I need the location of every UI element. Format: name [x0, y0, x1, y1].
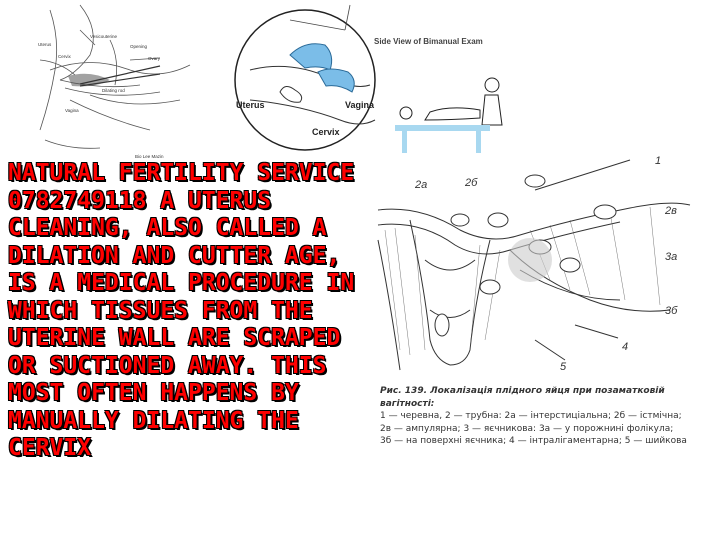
caption-lead: Рис. 139. Локалізація плідного яйця при позаматковій вагітності:: [380, 386, 665, 409]
bimanual-exam-panel: [230, 0, 520, 160]
anatomy-sketch: [20, 0, 210, 160]
site-5: [435, 314, 449, 336]
site-3b: [560, 258, 580, 272]
ectopic-diagram: [370, 150, 715, 390]
anatomy-label-2: Cervix: [58, 54, 71, 59]
ectopic-label-2: 2б: [465, 177, 478, 189]
site-1: [525, 175, 545, 187]
site-2v: [594, 205, 616, 219]
anatomy-label-6: Dilating rod: [102, 88, 125, 93]
site-2b: [488, 213, 508, 227]
anatomy-sketch-panel: [20, 0, 210, 160]
ectopic-label-5: 3б: [665, 305, 678, 317]
ectopic-label-0: 1: [655, 155, 662, 167]
caption-line-2: 2в — ампулярна; 3 — яєчникова: 3а — у порожнині фолікула;: [380, 423, 674, 434]
ectopic-label-6: 4: [622, 341, 629, 353]
ectopic-label-7: 5: [560, 361, 567, 373]
site-4: [480, 280, 500, 294]
anatomy-credit: Bio Lee Mazin: [135, 154, 164, 159]
bimanual-exam-illustration: [230, 0, 520, 160]
anatomy-label-0: Vesicouterine: [90, 34, 118, 39]
anatomy-label-4: Ovary: [148, 56, 161, 61]
site-2a: [451, 214, 469, 226]
ectopic-diagram-panel: [370, 150, 715, 390]
ovary: [508, 238, 552, 282]
anatomy-label-1: Uterus: [38, 42, 52, 47]
bimanual-label-vagina: Vagina: [345, 100, 375, 110]
bimanual-label-uterus: Uterus: [236, 100, 265, 110]
ectopic-label-3: 2в: [665, 205, 677, 217]
caption-line-3: 3б — на поверхні яєчника; 4 — інтралігаментарна; 5 — шийкова: [380, 436, 687, 446]
anatomy-label-3: Opening: [130, 44, 148, 49]
anatomy-label-5: Vagina: [65, 108, 79, 113]
bimanual-title: Side View of Bimanual Exam: [374, 37, 483, 46]
figure-caption: [380, 385, 710, 448]
ectopic-label-1: 2a: [415, 179, 428, 191]
ad-overlay-text: NATURAL FERTILITY SERVICE 0782749118 A UTERUS CLEANING, ALSO CALLED A DILATION AND CUTTER AGE, IS A MEDICAL PROCEDURE IN WHICH TISSUES FROM THE UTERINE WALL ARE SCRAPED OR SUCTIONED AWAY. THIS MOST OFTEN HAPPENS BY MANUALLY DILATING THE CERVIX: [8, 160, 355, 461]
exam-table: [395, 125, 490, 131]
ectopic-label-4: 3a: [665, 251, 678, 263]
caption-line-1: 1 — черевна, 2 — трубна: 2а — інтерстиціальна; 2б — істмічна;: [380, 411, 682, 421]
bimanual-label-cervix: Cervix: [312, 127, 340, 137]
